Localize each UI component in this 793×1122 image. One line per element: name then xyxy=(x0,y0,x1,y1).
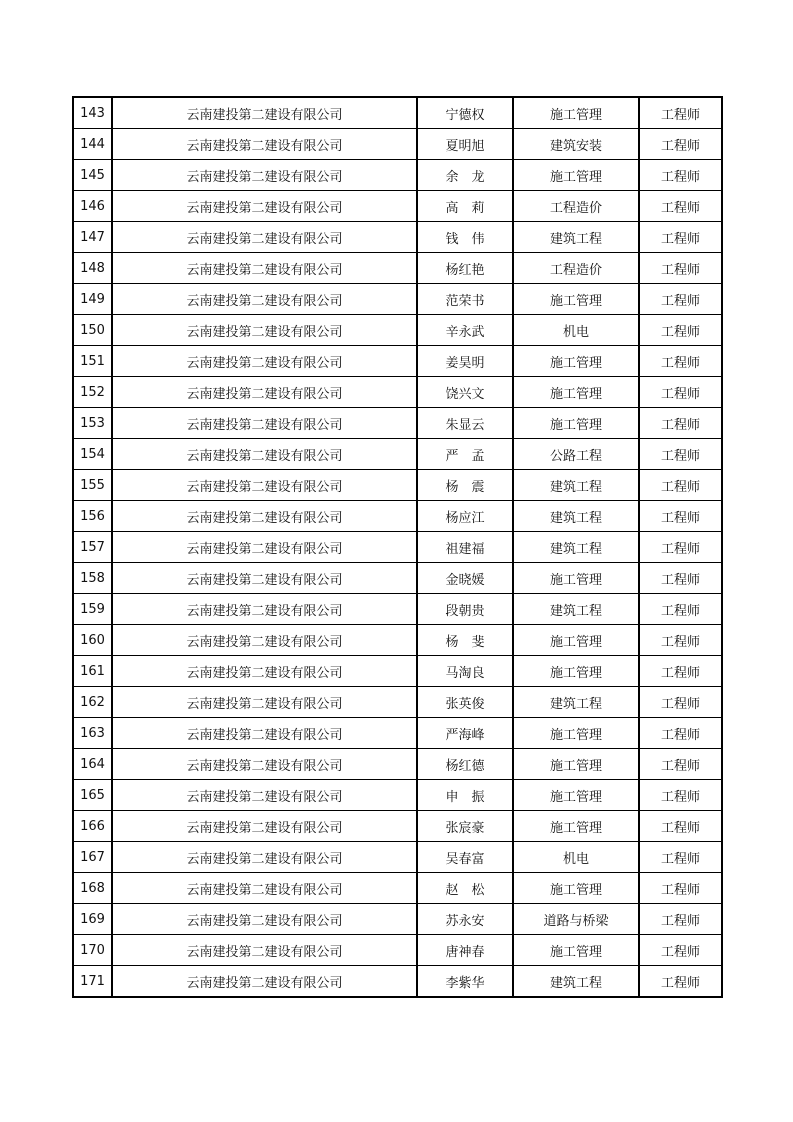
professional-title-cell: 工程师 xyxy=(639,377,722,408)
company-name-cell: 云南建投第二建设有限公司 xyxy=(112,408,417,439)
specialty-cell: 施工管理 xyxy=(513,160,639,191)
row-number-cell: 153 xyxy=(73,408,112,439)
specialty-cell: 建筑工程 xyxy=(513,532,639,563)
specialty-cell: 建筑工程 xyxy=(513,687,639,718)
table-row xyxy=(73,253,722,284)
specialty-cell: 建筑工程 xyxy=(513,594,639,625)
specialty-cell: 施工管理 xyxy=(513,97,639,129)
row-number-cell: 147 xyxy=(73,222,112,253)
row-number-cell: 146 xyxy=(73,191,112,222)
professional-title-cell: 工程师 xyxy=(639,718,722,749)
table-row xyxy=(73,346,722,377)
table-row xyxy=(73,780,722,811)
company-name-cell: 云南建投第二建设有限公司 xyxy=(112,594,417,625)
table-row xyxy=(73,966,722,998)
table-row xyxy=(73,315,722,346)
company-name-cell: 云南建投第二建设有限公司 xyxy=(112,501,417,532)
professional-title-cell: 工程师 xyxy=(639,346,722,377)
specialty-cell: 施工管理 xyxy=(513,811,639,842)
row-number-cell: 161 xyxy=(73,656,112,687)
professional-title-cell: 工程师 xyxy=(639,749,722,780)
professional-title-cell: 工程师 xyxy=(639,904,722,935)
person-name-cell: 金晓媛 xyxy=(417,563,513,594)
person-name-cell: 范荣书 xyxy=(417,284,513,315)
table-row xyxy=(73,222,722,253)
table-row xyxy=(73,439,722,470)
person-name-cell: 杨红艳 xyxy=(417,253,513,284)
person-name-cell: 苏永安 xyxy=(417,904,513,935)
company-name-cell: 云南建投第二建设有限公司 xyxy=(112,966,417,998)
professional-title-cell: 工程师 xyxy=(639,780,722,811)
table-row xyxy=(73,408,722,439)
specialty-cell: 施工管理 xyxy=(513,408,639,439)
row-number-cell: 150 xyxy=(73,315,112,346)
specialty-cell: 道路与桥梁 xyxy=(513,904,639,935)
row-number-cell: 152 xyxy=(73,377,112,408)
company-name-cell: 云南建投第二建设有限公司 xyxy=(112,811,417,842)
specialty-cell: 工程造价 xyxy=(513,191,639,222)
person-name-cell: 祖建福 xyxy=(417,532,513,563)
row-number-cell: 148 xyxy=(73,253,112,284)
professional-title-cell: 工程师 xyxy=(639,129,722,160)
table-row xyxy=(73,594,722,625)
specialty-cell: 施工管理 xyxy=(513,935,639,966)
row-number-cell: 157 xyxy=(73,532,112,563)
table-row xyxy=(73,873,722,904)
specialty-cell: 施工管理 xyxy=(513,780,639,811)
professional-title-cell: 工程师 xyxy=(639,315,722,346)
professional-title-cell: 工程师 xyxy=(639,687,722,718)
person-name-cell: 杨红德 xyxy=(417,749,513,780)
company-name-cell: 云南建投第二建设有限公司 xyxy=(112,191,417,222)
row-number-cell: 171 xyxy=(73,966,112,998)
specialty-cell: 机电 xyxy=(513,842,639,873)
company-name-cell: 云南建投第二建设有限公司 xyxy=(112,563,417,594)
row-number-cell: 143 xyxy=(73,97,112,129)
specialty-cell: 施工管理 xyxy=(513,346,639,377)
professional-title-cell: 工程师 xyxy=(639,966,722,998)
person-name-cell: 钱 伟 xyxy=(417,222,513,253)
company-name-cell: 云南建投第二建设有限公司 xyxy=(112,439,417,470)
person-name-cell: 余 龙 xyxy=(417,160,513,191)
company-name-cell: 云南建投第二建设有限公司 xyxy=(112,160,417,191)
company-name-cell: 云南建投第二建设有限公司 xyxy=(112,749,417,780)
row-number-cell: 164 xyxy=(73,749,112,780)
professional-title-cell: 工程师 xyxy=(639,811,722,842)
company-name-cell: 云南建投第二建设有限公司 xyxy=(112,129,417,160)
professional-title-cell: 工程师 xyxy=(639,222,722,253)
company-name-cell: 云南建投第二建设有限公司 xyxy=(112,904,417,935)
table-row xyxy=(73,811,722,842)
company-name-cell: 云南建投第二建设有限公司 xyxy=(112,222,417,253)
company-name-cell: 云南建投第二建设有限公司 xyxy=(112,532,417,563)
person-name-cell: 杨 震 xyxy=(417,470,513,501)
specialty-cell: 施工管理 xyxy=(513,749,639,780)
table-row xyxy=(73,532,722,563)
person-name-cell: 杨应江 xyxy=(417,501,513,532)
person-name-cell: 严海峰 xyxy=(417,718,513,749)
company-name-cell: 云南建投第二建设有限公司 xyxy=(112,284,417,315)
table-row xyxy=(73,160,722,191)
table-row xyxy=(73,563,722,594)
company-name-cell: 云南建投第二建设有限公司 xyxy=(112,873,417,904)
row-number-cell: 160 xyxy=(73,625,112,656)
row-number-cell: 144 xyxy=(73,129,112,160)
row-number-cell: 163 xyxy=(73,718,112,749)
company-name-cell: 云南建投第二建设有限公司 xyxy=(112,718,417,749)
row-number-cell: 165 xyxy=(73,780,112,811)
person-name-cell: 严 孟 xyxy=(417,439,513,470)
specialty-cell: 建筑工程 xyxy=(513,222,639,253)
company-name-cell: 云南建投第二建设有限公司 xyxy=(112,687,417,718)
professional-title-cell: 工程师 xyxy=(639,284,722,315)
professional-title-cell: 工程师 xyxy=(639,532,722,563)
company-name-cell: 云南建投第二建设有限公司 xyxy=(112,377,417,408)
table-row xyxy=(73,842,722,873)
person-name-cell: 唐神春 xyxy=(417,935,513,966)
table-row xyxy=(73,191,722,222)
row-number-cell: 168 xyxy=(73,873,112,904)
professional-title-cell: 工程师 xyxy=(639,97,722,129)
specialty-cell: 施工管理 xyxy=(513,625,639,656)
person-name-cell: 张宸豪 xyxy=(417,811,513,842)
table-row xyxy=(73,749,722,780)
person-name-cell: 申 振 xyxy=(417,780,513,811)
table-row xyxy=(73,718,722,749)
row-number-cell: 159 xyxy=(73,594,112,625)
table-row xyxy=(73,656,722,687)
company-name-cell: 云南建投第二建设有限公司 xyxy=(112,656,417,687)
row-number-cell: 151 xyxy=(73,346,112,377)
professional-title-cell: 工程师 xyxy=(639,873,722,904)
person-name-cell: 马淘良 xyxy=(417,656,513,687)
person-name-cell: 辛永武 xyxy=(417,315,513,346)
row-number-cell: 156 xyxy=(73,501,112,532)
professional-title-cell: 工程师 xyxy=(639,253,722,284)
table-row xyxy=(73,935,722,966)
company-name-cell: 云南建投第二建设有限公司 xyxy=(112,346,417,377)
table-row xyxy=(73,470,722,501)
table-row xyxy=(73,501,722,532)
professional-title-cell: 工程师 xyxy=(639,439,722,470)
roster-table xyxy=(72,96,723,998)
row-number-cell: 158 xyxy=(73,563,112,594)
professional-title-cell: 工程师 xyxy=(639,191,722,222)
person-name-cell: 吴春富 xyxy=(417,842,513,873)
professional-title-cell: 工程师 xyxy=(639,656,722,687)
table-row xyxy=(73,97,722,129)
row-number-cell: 149 xyxy=(73,284,112,315)
professional-title-cell: 工程师 xyxy=(639,160,722,191)
professional-title-cell: 工程师 xyxy=(639,625,722,656)
person-name-cell: 宁德权 xyxy=(417,97,513,129)
professional-title-cell: 工程师 xyxy=(639,501,722,532)
company-name-cell: 云南建投第二建设有限公司 xyxy=(112,315,417,346)
row-number-cell: 145 xyxy=(73,160,112,191)
person-name-cell: 朱显云 xyxy=(417,408,513,439)
professional-title-cell: 工程师 xyxy=(639,842,722,873)
person-name-cell: 段朝贵 xyxy=(417,594,513,625)
specialty-cell: 公路工程 xyxy=(513,439,639,470)
company-name-cell: 云南建投第二建设有限公司 xyxy=(112,253,417,284)
professional-title-cell: 工程师 xyxy=(639,594,722,625)
professional-title-cell: 工程师 xyxy=(639,935,722,966)
row-number-cell: 169 xyxy=(73,904,112,935)
roster-table-body xyxy=(73,97,722,997)
professional-title-cell: 工程师 xyxy=(639,563,722,594)
specialty-cell: 施工管理 xyxy=(513,656,639,687)
specialty-cell: 施工管理 xyxy=(513,718,639,749)
person-name-cell: 姜昊明 xyxy=(417,346,513,377)
row-number-cell: 162 xyxy=(73,687,112,718)
person-name-cell: 李紫华 xyxy=(417,966,513,998)
person-name-cell: 高 莉 xyxy=(417,191,513,222)
professional-title-cell: 工程师 xyxy=(639,470,722,501)
professional-title-cell: 工程师 xyxy=(639,408,722,439)
specialty-cell: 建筑工程 xyxy=(513,501,639,532)
table-row xyxy=(73,625,722,656)
row-number-cell: 155 xyxy=(73,470,112,501)
table-row xyxy=(73,284,722,315)
specialty-cell: 施工管理 xyxy=(513,284,639,315)
person-name-cell: 杨 斐 xyxy=(417,625,513,656)
row-number-cell: 166 xyxy=(73,811,112,842)
specialty-cell: 建筑工程 xyxy=(513,470,639,501)
person-name-cell: 张英俊 xyxy=(417,687,513,718)
person-name-cell: 饶兴文 xyxy=(417,377,513,408)
row-number-cell: 170 xyxy=(73,935,112,966)
table-row xyxy=(73,904,722,935)
specialty-cell: 施工管理 xyxy=(513,377,639,408)
specialty-cell: 建筑安装 xyxy=(513,129,639,160)
company-name-cell: 云南建投第二建设有限公司 xyxy=(112,97,417,129)
company-name-cell: 云南建投第二建设有限公司 xyxy=(112,470,417,501)
row-number-cell: 154 xyxy=(73,439,112,470)
person-name-cell: 夏明旭 xyxy=(417,129,513,160)
company-name-cell: 云南建投第二建设有限公司 xyxy=(112,842,417,873)
specialty-cell: 施工管理 xyxy=(513,563,639,594)
specialty-cell: 施工管理 xyxy=(513,873,639,904)
company-name-cell: 云南建投第二建设有限公司 xyxy=(112,780,417,811)
table-row xyxy=(73,687,722,718)
company-name-cell: 云南建投第二建设有限公司 xyxy=(112,625,417,656)
row-number-cell: 167 xyxy=(73,842,112,873)
person-name-cell: 赵 松 xyxy=(417,873,513,904)
company-name-cell: 云南建投第二建设有限公司 xyxy=(112,935,417,966)
specialty-cell: 建筑工程 xyxy=(513,966,639,998)
specialty-cell: 机电 xyxy=(513,315,639,346)
specialty-cell: 工程造价 xyxy=(513,253,639,284)
table-row xyxy=(73,129,722,160)
table-row xyxy=(73,377,722,408)
